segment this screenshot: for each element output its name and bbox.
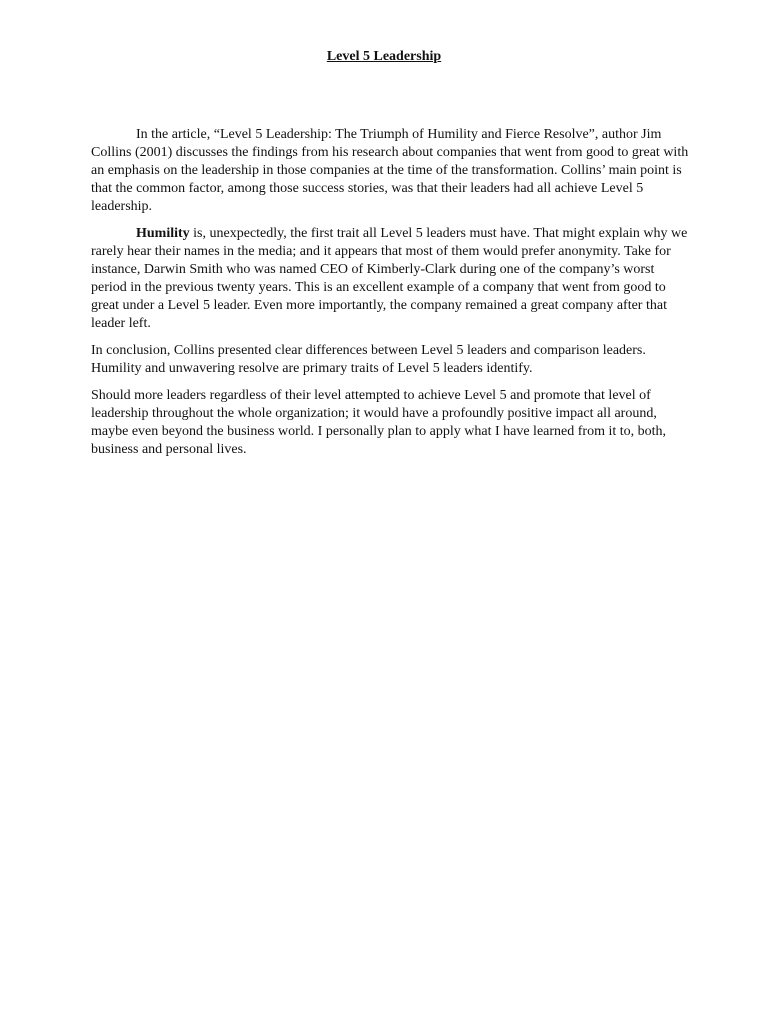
page-title: Level 5 Leadership — [326, 49, 442, 64]
document-body — [91, 126, 691, 468]
paragraph-intro — [91, 126, 691, 216]
paragraph-intro-text: In the article, “Level 5 Leadership: The Triumph of Humility and Fierce Resolve”, author Jim Collins (2001) discusses the findings from his research about companies that went from good to great with an emphasis on the leadership in those companies at the time of the transformation. Collins’ main point is that the common factor, among those success stories, was that their leaders had all achieve Level 5 leadership. — [91, 127, 689, 214]
paragraph-conclusion — [91, 342, 691, 378]
paragraph-closing — [91, 387, 691, 459]
humility-heading: Humility — [136, 226, 190, 241]
paragraph-conclusion-text: In conclusion, Collins presented clear differences between Level 5 leaders and comparison leaders. Humility and unwavering resolve are primary traits of Level 5 leaders identify. — [91, 343, 646, 376]
paragraph-humility — [91, 225, 691, 333]
paragraph-humility-text: is, unexpectedly, the first trait all Level 5 leaders must have. That might explain why we rarely hear their names in the media; and it appears that most of them would prefer anonymity. Take for instance, Darwin Smith who was named CEO of Kimberly-Clark during one of the company’s worst period in the previous twenty years. This is an excellent example of a company that went from good to great under a Level 5 leader. Even more importantly, the company remained a great company after that leader left. — [91, 226, 688, 331]
paragraph-closing-text: Should more leaders regardless of their level attempted to achieve Level 5 and promote that level of leadership throughout the whole organization; it would have a profoundly positive impact all around, maybe even beyond the business world. I personally plan to apply what I have learned from it to, both, business and personal lives. — [91, 388, 667, 457]
